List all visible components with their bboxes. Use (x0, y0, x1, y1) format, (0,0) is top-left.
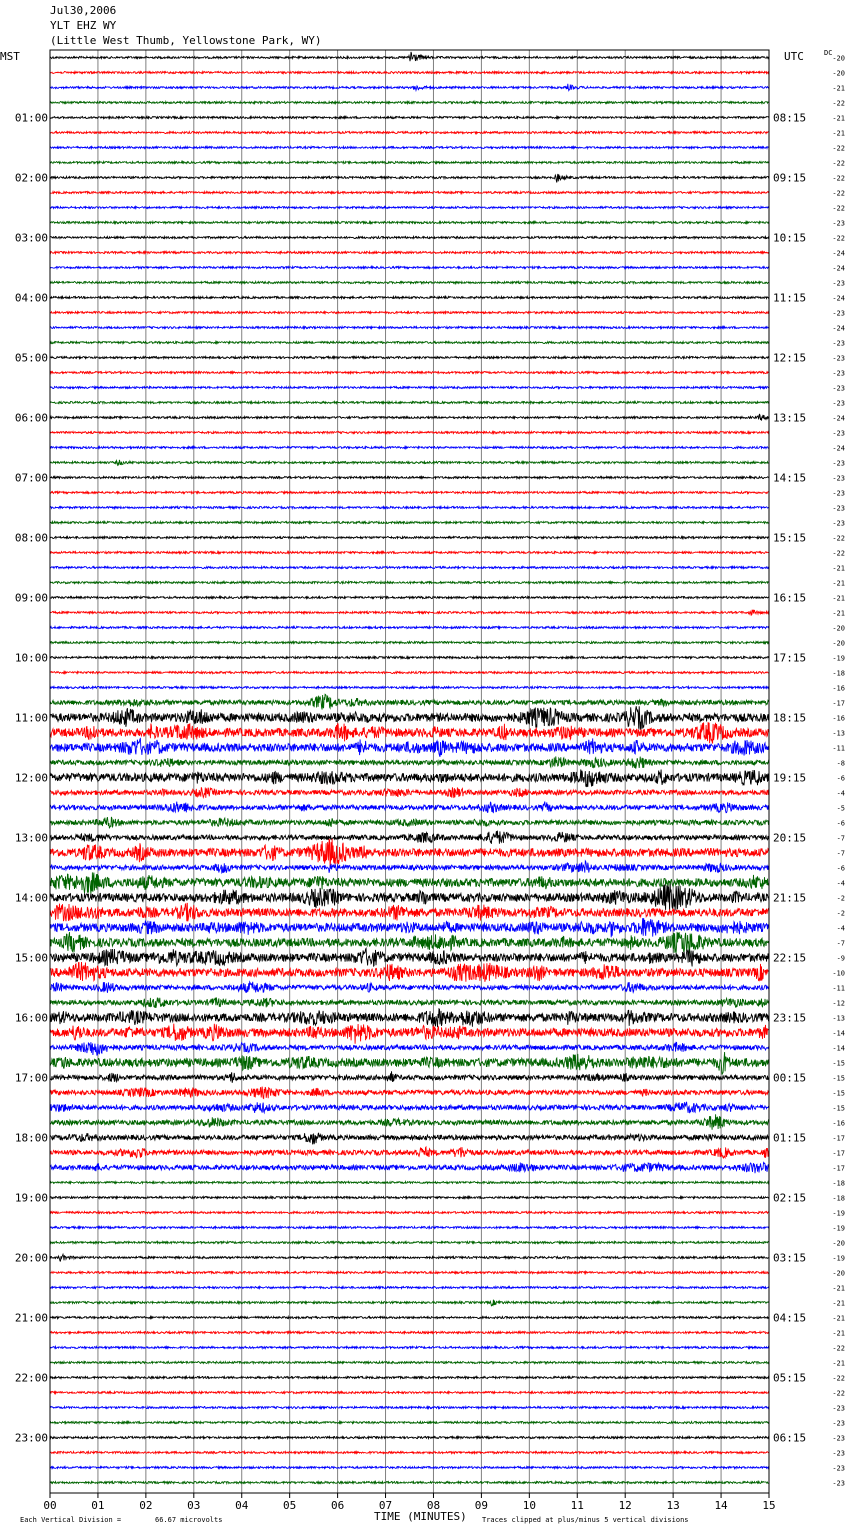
x-tick-label: 13 (666, 1499, 680, 1512)
dc-offset-label: -23 (832, 519, 845, 528)
left-hour-label: 10:00 (14, 651, 48, 665)
dc-offset-label: -15 (832, 1074, 845, 1083)
trace-row-30 (50, 507, 769, 509)
dc-offset-label: -8 (836, 759, 845, 768)
dc-offset-label: -24 (832, 264, 845, 273)
dc-offset-label: -23 (832, 219, 845, 228)
dc-offset-label: -13 (832, 729, 845, 738)
dc-offset-label: -6 (836, 819, 845, 828)
dc-offset-label: -22 (832, 174, 845, 183)
trace-row-38 (50, 627, 769, 629)
dc-offset-label: -22 (832, 1374, 845, 1383)
dc-offset-label: -7 (836, 849, 845, 858)
trace-row-58 (50, 918, 769, 937)
trace-row-45 (50, 722, 769, 743)
trace-row-83 (50, 1300, 769, 1306)
dc-offset-label: -22 (832, 99, 845, 108)
trace-row-41 (50, 672, 769, 674)
dc-offset-label: -4 (836, 879, 845, 888)
dc-offset-label: -17 (832, 699, 845, 708)
scale-prefix: Each Vertical Division = (20, 1516, 122, 1524)
right-hour-label: 20:15 (773, 831, 807, 845)
trace-row-31 (50, 522, 769, 524)
dc-offset-label: -21 (832, 1329, 845, 1338)
trace-row-88 (50, 1377, 769, 1379)
dc-offset-label: -7 (836, 834, 845, 843)
left-timezone-label: MST (0, 50, 20, 63)
trace-row-95 (50, 1482, 769, 1484)
dc-offset-label: -15 (832, 1089, 845, 1098)
x-tick-label: 03 (187, 1499, 201, 1512)
dc-offset-label: -13 (832, 1014, 845, 1023)
dc-offset-label: -21 (832, 579, 845, 588)
right-hour-label: 00:15 (773, 1071, 807, 1085)
dc-offset-label: -4 (836, 789, 845, 798)
trace-row-0 (50, 52, 769, 61)
trace-row-11 (50, 222, 769, 224)
trace-row-18 (50, 327, 769, 329)
left-hour-label: 08:00 (14, 531, 48, 545)
dc-offset-label: -2 (836, 909, 845, 918)
dc-offset-label: -20 (832, 639, 845, 648)
trace-row-25 (50, 432, 769, 434)
axis-labels (15, 55, 845, 1513)
dc-offset-label: -20 (832, 1239, 845, 1248)
dc-offset-label: -19 (832, 1224, 845, 1233)
left-hour-label: 22:00 (14, 1371, 48, 1385)
right-hour-label: 12:15 (773, 351, 807, 365)
trace-row-5 (50, 132, 769, 134)
trace-row-53 (50, 839, 769, 866)
dc-offset-label: -11 (832, 984, 845, 993)
dc-offset-label: -19 (832, 1254, 845, 1263)
right-hour-label: 10:15 (773, 231, 807, 245)
dc-offset-label: -17 (832, 1149, 845, 1158)
left-hour-label: 09:00 (14, 591, 48, 605)
x-tick-label: 06 (330, 1499, 345, 1512)
right-hour-label: 03:15 (773, 1251, 807, 1265)
dc-label: DC (824, 49, 833, 57)
left-hour-label: 20:00 (14, 1251, 48, 1265)
trace-row-32 (50, 537, 769, 539)
dc-offset-label: -23 (832, 1419, 845, 1428)
trace-row-73 (50, 1147, 769, 1158)
trace-row-62 (50, 982, 769, 993)
right-hour-label: 05:15 (773, 1371, 807, 1385)
trace-row-57 (50, 903, 769, 922)
left-hour-label: 05:00 (14, 351, 48, 365)
x-tick-label: 01 (91, 1499, 105, 1512)
right-hour-label: 09:15 (773, 171, 807, 185)
dc-offset-label: -9 (836, 954, 845, 963)
trace-row-23 (50, 402, 769, 404)
trace-row-85 (50, 1332, 769, 1334)
left-hour-label: 17:00 (14, 1071, 48, 1085)
dc-offset-label: -19 (832, 1209, 845, 1218)
trace-row-24 (50, 414, 769, 421)
dc-offset-label: -21 (832, 1284, 845, 1293)
dc-offset-label: -23 (832, 1404, 845, 1413)
trace-row-1 (50, 72, 769, 74)
trace-row-84 (50, 1317, 769, 1319)
scale-value: 66.67 microvolts (155, 1516, 223, 1524)
trace-row-10 (50, 207, 769, 209)
dc-offset-label: -22 (832, 159, 845, 168)
right-hour-label: 02:15 (773, 1191, 807, 1205)
trace-row-86 (50, 1347, 769, 1349)
dc-offset-label: -17 (832, 1134, 845, 1143)
trace-row-7 (50, 162, 769, 164)
x-tick-label: 00 (43, 1499, 57, 1512)
trace-row-51 (50, 817, 769, 828)
dc-offset-label: -23 (832, 339, 845, 348)
right-hour-label: 14:15 (773, 471, 807, 485)
trace-row-26 (50, 447, 769, 449)
right-hour-label: 04:15 (773, 1311, 807, 1325)
trace-row-82 (50, 1287, 769, 1289)
trace-row-17 (50, 312, 769, 314)
dc-offset-label: -12 (832, 999, 845, 1008)
dc-offset-label: -6 (836, 864, 845, 873)
right-hour-label: 18:15 (773, 711, 807, 725)
right-timezone-label: UTC (784, 50, 804, 63)
dc-offset-label: -24 (832, 324, 845, 333)
dc-offset-label: -22 (832, 1344, 845, 1353)
dc-offset-label: -2 (836, 894, 845, 903)
clip-note: Traces clipped at plus/minus 5 vertical divisions (482, 1516, 689, 1524)
right-hour-label: 23:15 (773, 1011, 807, 1025)
trace-row-65 (50, 1024, 769, 1044)
right-hour-label: 06:15 (773, 1431, 807, 1445)
dc-offset-label: -21 (832, 1359, 845, 1368)
right-hour-label: 19:15 (773, 771, 807, 785)
right-hour-label: 01:15 (773, 1131, 807, 1145)
trace-row-35 (50, 582, 769, 584)
dc-offset-label: -14 (832, 1029, 845, 1038)
dc-offset-label: -21 (832, 84, 845, 93)
trace-row-63 (50, 997, 769, 1008)
trace-row-81 (50, 1272, 769, 1274)
trace-row-50 (50, 802, 769, 813)
dc-offset-label: -23 (832, 1449, 845, 1458)
trace-row-29 (50, 492, 769, 494)
dc-offset-label: -18 (832, 1194, 845, 1203)
right-hour-label: 17:15 (773, 651, 807, 665)
trace-row-54 (50, 861, 769, 873)
dc-offset-label: -20 (832, 624, 845, 633)
trace-row-33 (50, 552, 769, 554)
trace-row-67 (50, 1052, 769, 1075)
dc-offset-label: -15 (832, 1104, 845, 1113)
trace-row-76 (50, 1197, 769, 1199)
x-tick-label: 10 (522, 1499, 536, 1512)
dc-offset-label: -10 (832, 969, 845, 978)
dc-offset-label: -23 (832, 309, 845, 318)
dc-offset-label: -19 (832, 654, 845, 663)
dc-offset-label: -24 (832, 294, 845, 303)
left-hour-label: 23:00 (14, 1431, 48, 1445)
trace-row-39 (50, 642, 769, 644)
trace-row-94 (50, 1467, 769, 1469)
x-tick-label: 15 (762, 1499, 776, 1512)
trace-row-79 (50, 1242, 769, 1244)
dc-offset-label: -20 (832, 69, 845, 78)
trace-row-37 (50, 610, 769, 615)
dc-offset-label: -21 (832, 1299, 845, 1308)
trace-row-60 (50, 948, 769, 966)
x-tick-label: 02 (139, 1499, 153, 1512)
left-hour-label: 01:00 (14, 111, 48, 125)
dc-offset-label: -18 (832, 669, 845, 678)
right-hour-label: 13:15 (773, 411, 807, 425)
dc-offset-label: -24 (832, 249, 845, 258)
dc-offset-label: -24 (832, 444, 845, 453)
trace-row-93 (50, 1452, 769, 1454)
trace-row-36 (50, 597, 769, 599)
left-hour-label: 03:00 (14, 231, 48, 245)
trace-row-14 (50, 267, 769, 269)
right-hour-label: 15:15 (773, 531, 807, 545)
dc-offset-label: -23 (832, 429, 845, 438)
x-tick-label: 14 (714, 1499, 728, 1512)
left-hour-label: 16:00 (14, 1011, 48, 1025)
trace-row-72 (50, 1133, 769, 1145)
left-hour-label: 14:00 (14, 891, 48, 905)
trace-row-90 (50, 1407, 769, 1409)
x-tick-label: 07 (378, 1499, 393, 1512)
x-tick-label: 11 (570, 1499, 584, 1512)
dc-offset-label: -20 (832, 1269, 845, 1278)
trace-row-61 (50, 962, 769, 982)
trace-row-92 (50, 1437, 769, 1439)
dc-offset-label: -23 (832, 459, 845, 468)
left-hour-label: 07:00 (14, 471, 48, 485)
left-hour-label: 18:00 (14, 1131, 48, 1145)
trace-row-21 (50, 372, 769, 374)
dc-offset-label: -22 (832, 234, 845, 243)
left-hour-label: 12:00 (14, 771, 48, 785)
left-hour-label: 02:00 (14, 171, 48, 185)
trace-row-34 (50, 567, 769, 569)
trace-row-9 (50, 192, 769, 194)
dc-offset-label: -23 (832, 504, 845, 513)
x-tick-label: 08 (426, 1499, 441, 1512)
left-hour-label: 15:00 (14, 951, 48, 965)
dc-offset-label: -23 (832, 384, 845, 393)
dc-offset-label: -21 (832, 609, 845, 618)
trace-row-16 (50, 297, 769, 299)
trace-row-4 (50, 117, 769, 119)
trace-row-75 (50, 1182, 769, 1184)
trace-row-52 (50, 831, 769, 844)
dc-offset-label: -4 (836, 924, 845, 933)
station-label: YLT EHZ WY (50, 19, 117, 32)
dc-offset-label: -21 (832, 1314, 845, 1323)
left-hour-label: 13:00 (14, 831, 48, 845)
dc-offset-label: -23 (832, 369, 845, 378)
x-tick-label: 04 (235, 1499, 249, 1512)
trace-row-40 (50, 657, 769, 659)
trace-row-77 (50, 1212, 769, 1214)
dc-offset-label: -14 (832, 1044, 845, 1053)
dc-offset-label: -23 (832, 1434, 845, 1443)
dc-offset-label: -21 (832, 114, 845, 123)
trace-row-8 (50, 174, 769, 183)
trace-row-64 (50, 1009, 769, 1027)
trace-group (50, 52, 769, 1484)
left-hour-label: 11:00 (14, 711, 48, 725)
trace-row-2 (50, 84, 769, 91)
location-label: (Little West Thumb, Yellowstone Park, WY) (50, 34, 322, 47)
trace-row-56 (50, 884, 769, 911)
trace-row-49 (50, 787, 769, 798)
x-axis-title: TIME (MINUTES) (374, 1510, 467, 1523)
trace-row-28 (50, 477, 769, 479)
dc-offset-label: -6 (836, 774, 845, 783)
dc-offset-label: -22 (832, 1389, 845, 1398)
dc-offset-label: -18 (832, 1179, 845, 1188)
trace-row-69 (50, 1087, 769, 1099)
trace-row-74 (50, 1163, 769, 1174)
dc-offset-label: -21 (832, 129, 845, 138)
trace-row-48 (50, 769, 769, 787)
trace-row-6 (50, 147, 769, 149)
dc-offset-label: -21 (832, 564, 845, 573)
dc-offset-label: -22 (832, 549, 845, 558)
minute-gridlines (98, 50, 721, 1493)
x-tick-label: 09 (474, 1499, 489, 1512)
trace-row-59 (50, 932, 769, 953)
trace-row-47 (50, 756, 769, 768)
date-label: Jul30,2006 (50, 4, 117, 17)
dc-offset-label: -24 (832, 414, 845, 423)
right-hour-label: 08:15 (773, 111, 807, 125)
trace-row-70 (50, 1102, 769, 1113)
left-hour-label: 04:00 (14, 291, 48, 305)
dc-offset-label: -20 (832, 54, 845, 63)
dc-offset-label: -7 (836, 939, 845, 948)
right-hour-label: 22:15 (773, 951, 807, 965)
left-hour-label: 19:00 (14, 1191, 48, 1205)
trace-row-91 (50, 1422, 769, 1424)
trace-row-44 (50, 706, 769, 730)
left-hour-label: 21:00 (14, 1311, 48, 1325)
trace-row-87 (50, 1362, 769, 1364)
trace-row-27 (50, 460, 769, 466)
dc-offset-label: -23 (832, 354, 845, 363)
trace-row-89 (50, 1392, 769, 1394)
dc-offset-label: -22 (832, 189, 845, 198)
trace-row-43 (50, 694, 769, 709)
dc-offset-label: -11 (832, 744, 845, 753)
trace-row-12 (50, 237, 769, 239)
x-tick-label: 12 (618, 1499, 632, 1512)
trace-row-46 (50, 738, 769, 757)
dc-offset-label: -23 (832, 474, 845, 483)
left-hour-label: 06:00 (14, 411, 48, 425)
trace-row-15 (50, 282, 769, 284)
trace-row-22 (50, 387, 769, 389)
dc-offset-label: -23 (832, 279, 845, 288)
trace-row-71 (50, 1114, 769, 1129)
right-hour-label: 16:15 (773, 591, 807, 605)
dc-offset-label: -23 (832, 399, 845, 408)
trace-row-19 (50, 342, 769, 344)
x-tick-label: 05 (283, 1499, 297, 1512)
dc-offset-label: -16 (832, 714, 845, 723)
trace-row-3 (50, 102, 769, 104)
trace-row-20 (50, 357, 769, 359)
dc-offset-label: -22 (832, 534, 845, 543)
trace-row-66 (50, 1042, 769, 1055)
dc-offset-label: -15 (832, 1059, 845, 1068)
trace-row-80 (50, 1254, 769, 1261)
dc-offset-label: -22 (832, 144, 845, 153)
dc-offset-label: -23 (832, 1464, 845, 1473)
trace-row-78 (50, 1227, 769, 1229)
dc-offset-label: -17 (832, 1164, 845, 1173)
dc-offset-label: -23 (832, 489, 845, 498)
trace-row-42 (50, 687, 769, 689)
right-hour-label: 21:15 (773, 891, 807, 905)
right-hour-label: 11:15 (773, 291, 807, 305)
dc-offset-label: -16 (832, 684, 845, 693)
dc-offset-label: -16 (832, 1119, 845, 1128)
dc-offset-label: -23 (832, 1479, 845, 1488)
dc-offset-label: -22 (832, 204, 845, 213)
dc-offset-label: -21 (832, 594, 845, 603)
dc-offset-label: -5 (836, 804, 845, 813)
trace-row-13 (50, 252, 769, 254)
trace-row-68 (50, 1071, 769, 1083)
